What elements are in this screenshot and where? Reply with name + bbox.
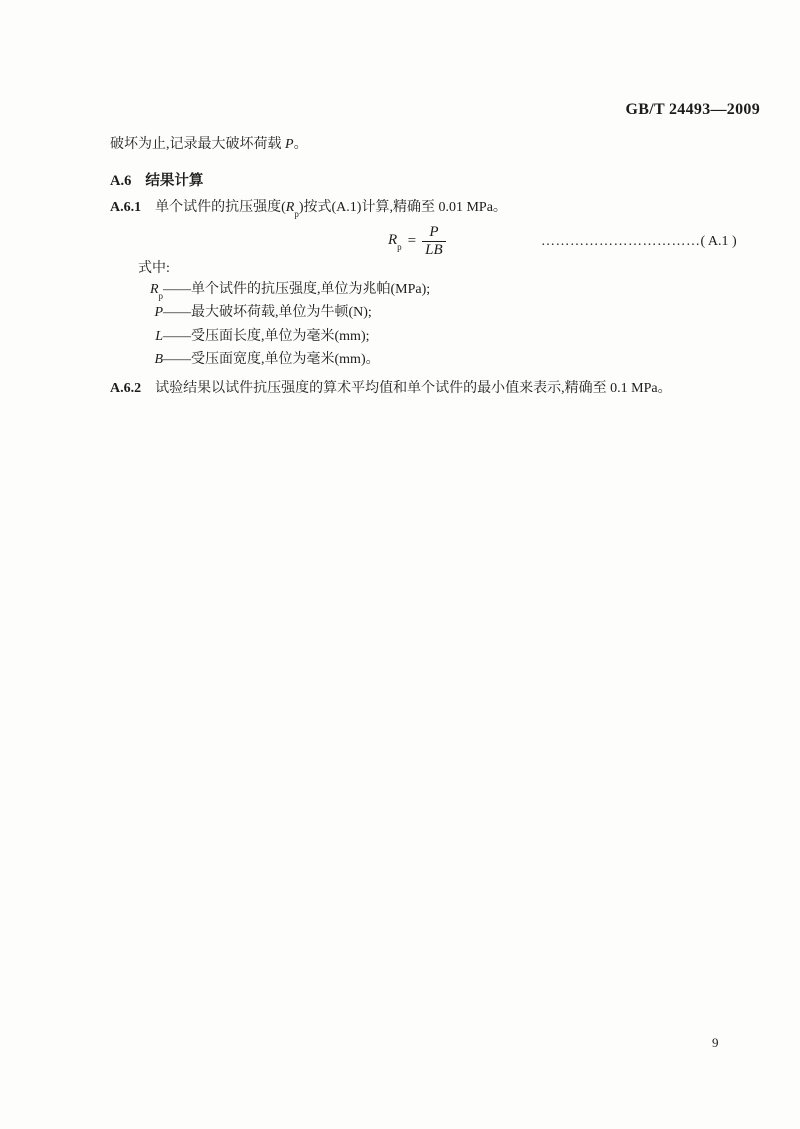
- symbol-definitions-list: [136, 281, 430, 375]
- definition-text: 最大破坏荷载,单位为牛顿(N);: [191, 305, 372, 321]
- definition-row-Rp: [136, 281, 430, 304]
- page-number: 9: [712, 1035, 719, 1050]
- leader-dots: ……………………………: [541, 234, 701, 249]
- definition-text: 单个试件的抗压强度,单位为兆帕(MPa);: [191, 282, 431, 297]
- symbol-B: B: [154, 352, 163, 368]
- equation-lhs-subscript: p: [397, 242, 402, 252]
- standard-number-header: GB/T 24493—2009: [625, 101, 760, 118]
- definition-dash: ——: [163, 352, 191, 368]
- symbol-P: P: [285, 137, 294, 152]
- definition-text: 受压面宽度,单位为毫米(mm)。: [191, 352, 380, 368]
- equation-lhs-symbol: R: [388, 232, 398, 248]
- section-heading-a6: [110, 169, 203, 190]
- clause-number: A.6.1: [110, 200, 142, 215]
- section-number: A.6: [110, 173, 132, 189]
- where-label: 式中:: [138, 261, 170, 276]
- paragraph-continuation: [110, 136, 308, 154]
- fraction-denominator: LB: [422, 241, 446, 259]
- definition-row-L: [136, 328, 430, 351]
- symbol-P: P: [154, 305, 163, 321]
- equation-lhs: [388, 232, 402, 250]
- equation-a1: [388, 224, 446, 258]
- definition-symbol: [136, 351, 163, 373]
- clause-text: 试验结果以试件抗压强度的算术平均值和单个试件的最小值来表示,精确至 0.1 MPa。: [155, 381, 672, 396]
- equation-leader: [541, 233, 737, 251]
- definition-text: 受压面长度,单位为毫米(mm);: [191, 328, 370, 344]
- clause-text-after: )按式(A.1)计算,精确至 0.01 MPa。: [298, 200, 507, 215]
- definition-row-B: [136, 351, 430, 374]
- symbol-Rp: R: [285, 200, 295, 215]
- definition-symbol: [136, 281, 163, 303]
- equals-sign: =: [407, 232, 417, 249]
- definition-dash: ——: [163, 305, 191, 321]
- section-title: 结果计算: [145, 173, 204, 189]
- fraction: [422, 224, 446, 258]
- clause-a61: [110, 199, 507, 221]
- symbol-Rp: R: [149, 282, 159, 297]
- symbol-Rp-subscript: p: [294, 208, 299, 219]
- clause-number: A.6.2: [110, 381, 142, 396]
- definition-dash: ——: [163, 282, 191, 297]
- clause-a62: [110, 380, 672, 398]
- symbol-Rp-subscript: p: [158, 290, 163, 301]
- definition-dash: ——: [163, 328, 191, 344]
- definition-row-P: [136, 304, 430, 327]
- definition-symbol: [136, 304, 163, 326]
- intro-text-after: 。: [293, 137, 308, 152]
- intro-text-before: 破坏为止,记录最大破坏荷载: [110, 137, 285, 152]
- symbol-L: L: [155, 328, 163, 344]
- equation-label: ( A.1 ): [700, 234, 737, 249]
- clause-text-before: 单个试件的抗压强度(: [155, 200, 286, 215]
- definition-symbol: [136, 328, 163, 350]
- fraction-numerator: P: [429, 224, 439, 240]
